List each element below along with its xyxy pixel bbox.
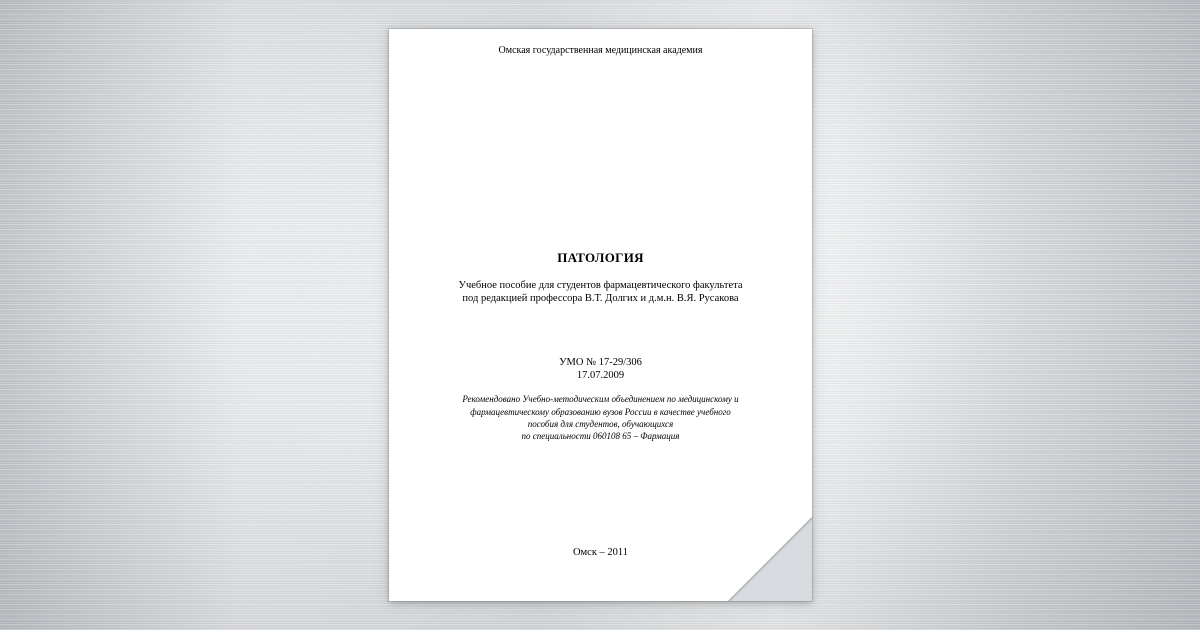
recommendation-line-3: пособия для студентов, обучающихся	[527, 419, 674, 429]
recommendation-line-2: фармацевтическому образованию вузов России в качестве учебного	[470, 407, 731, 417]
recommendation-line-4: по специальности 060108 65 – Фармация	[521, 431, 680, 441]
umo-number: УМО № 17-29/306	[559, 357, 642, 368]
institution-name: Омская государственная медицинская академия	[498, 45, 703, 56]
subtitle-line-1: Учебное пособие для студентов фармацевтического факультета	[458, 280, 743, 291]
document-page	[389, 29, 812, 601]
recommendation-line-1: Рекомендовано Учебно-методическим объединением по медицинскому и	[462, 394, 739, 404]
subtitle-line-2: под редакцией профессора В.Т. Долгих и д.м.н. В.Я. Русакова	[462, 293, 739, 304]
city-year: Омск – 2011	[572, 547, 629, 558]
document-title: ПАТОЛОГИЯ	[557, 250, 644, 265]
umo-date: 17.07.2009	[576, 370, 625, 381]
